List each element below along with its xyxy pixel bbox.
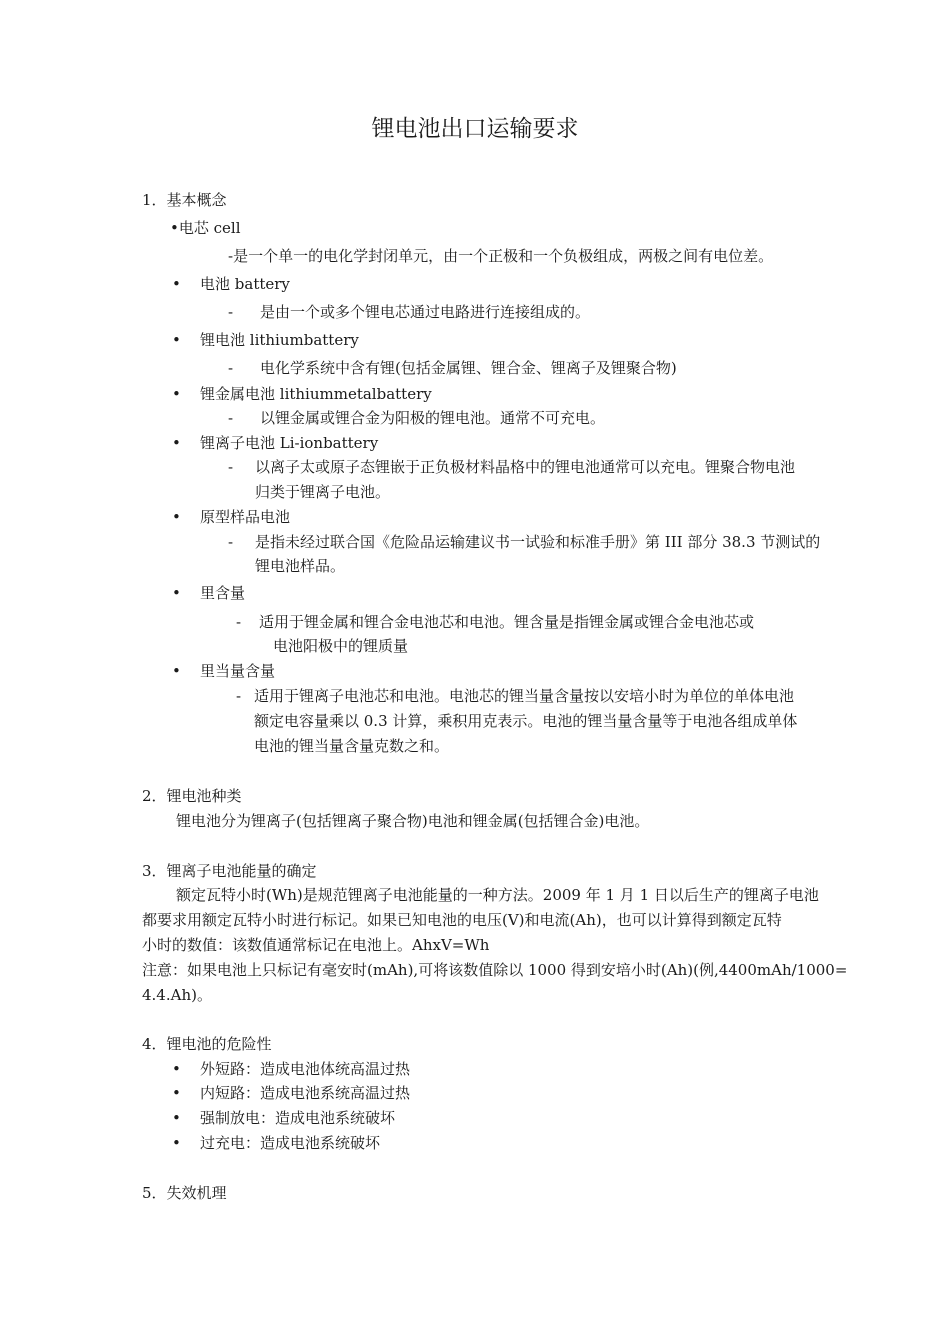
- bullet-icon: •: [172, 584, 181, 602]
- bullet-icon: •: [172, 1134, 181, 1152]
- dash-icon: -: [228, 409, 234, 427]
- section-5-heading: 5．失效机理: [142, 1184, 227, 1202]
- section-4-heading: 4．锂电池的危险性: [142, 1035, 272, 1053]
- lithium-battery-description: 电化学系统中含有锂(包括金属锂、锂合金、锂离子及锂聚合物): [260, 359, 677, 377]
- lithium-battery-label: 锂电池 lithiumbattery: [200, 331, 359, 349]
- hazard-item: 强制放电：造成电池系统破坏: [200, 1109, 396, 1127]
- cell-description: -是一个单一的电化学封闭单元，由一个正极和一个负极组成，两极之间有电位差。: [228, 247, 774, 265]
- lithium-content-description-line-1: 适用于锂金属和锂合金电池芯和电池。锂含量是指锂金属或锂合金电池芯或: [259, 613, 755, 631]
- lithium-metal-battery-label: 锂金属电池 lithiummetalbattery: [200, 385, 432, 403]
- section-2-text: 锂电池分为锂离子(包括锂离子聚合物)电池和锂金属(包括锂合金)电池。: [176, 812, 650, 830]
- dash-icon: -: [228, 359, 234, 377]
- dash-icon: -: [236, 613, 242, 631]
- li-ion-battery-description-line-2: 归类于锂离子电池。: [255, 483, 391, 501]
- bullet-icon: •: [172, 662, 181, 680]
- bullet-icon: •: [172, 1109, 181, 1127]
- section-1-heading: 1．基本概念: [142, 191, 227, 209]
- lithium-equivalent-description-line-3: 电池的锂当量含量克数之和。: [254, 737, 450, 755]
- lithium-equivalent-description-line-2: 额定电容量乘以 0.3 计算，乘积用克表示。电池的锂当量含量等于电池各组成单体: [254, 712, 798, 730]
- section-2-heading: 2．锂电池种类: [142, 787, 242, 805]
- bullet-icon: •: [172, 275, 181, 293]
- hazard-item: 外短路：造成电池体统高温过热: [200, 1060, 411, 1078]
- section-3-paragraph-line-1: 额定瓦特小时(Wh)是规范锂离子电池能量的一种方法。2009 年 1 月 1 日以后生产的锂离子电池: [176, 886, 819, 904]
- lithium-equivalent-description-line-1: 适用于锂离子电池芯和电池。电池芯的锂当量含量按以安培小时为单位的单体电池: [254, 687, 795, 705]
- prototype-battery-description-line-1: 是指未经过联合国《危险品运输建议书一试验和标准手册》第 III 部分 38.3 节测试的: [255, 533, 821, 551]
- hazard-item: 内短路：造成电池系统高温过热: [200, 1084, 411, 1102]
- battery-label: 电池 battery: [200, 275, 290, 293]
- lithium-content-label: 里含量: [200, 584, 246, 602]
- li-ion-battery-label: 锂离子电池 Li-ionbattery: [200, 434, 379, 452]
- lithium-content-description-line-2: 电池阳极中的锂质量: [273, 637, 409, 655]
- section-3-paragraph-line-2: 都要求用额定瓦特小时进行标记。如果已知电池的电压(V)和电流(Ah)，也可以计算得到额定瓦特: [142, 911, 782, 929]
- bullet-icon: •: [172, 331, 181, 349]
- hazard-item: 过充电：造成电池系统破坏: [200, 1134, 381, 1152]
- dash-icon: -: [228, 533, 234, 551]
- dash-icon: -: [228, 458, 234, 476]
- lithium-equivalent-label: 里当量含量: [200, 662, 276, 680]
- bullet-icon: •: [172, 508, 181, 526]
- dash-icon: -: [236, 687, 242, 705]
- section-3-note-line-1: 注意：如果电池上只标记有毫安时(mAh),可将该数值除以 1000 得到安培小时(Ah)(例,4400mAh/1000=: [142, 961, 848, 979]
- battery-description: 是由一个或多个锂电芯通过电路进行连接组成的。: [260, 303, 591, 321]
- prototype-battery-description-line-2: 锂电池样品。: [255, 557, 346, 575]
- section-3-paragraph-line-3: 小时的数值：该数值通常标记在电池上。AhxV=Wh: [142, 936, 490, 954]
- section-3-note-line-2: 4.4.Ah)。: [142, 986, 212, 1004]
- dash-icon: -: [228, 303, 234, 321]
- cell-label: •电芯 cell: [170, 219, 241, 237]
- bullet-icon: •: [172, 434, 181, 452]
- lithium-metal-battery-description: 以锂金属或锂合金为阳极的锂电池。通常不可充电。: [260, 409, 606, 427]
- prototype-battery-label: 原型样品电池: [200, 508, 291, 526]
- bullet-icon: •: [172, 385, 181, 403]
- page-title: 锂电池出口运输要求: [371, 116, 579, 142]
- li-ion-battery-description-line-1: 以离子太或原子态锂嵌于正负极材料晶格中的锂电池通常可以充电。锂聚合物电池: [255, 458, 796, 476]
- bullet-icon: •: [172, 1060, 181, 1078]
- bullet-icon: •: [172, 1084, 181, 1102]
- section-3-heading: 3．锂离子电池能量的确定: [142, 862, 317, 880]
